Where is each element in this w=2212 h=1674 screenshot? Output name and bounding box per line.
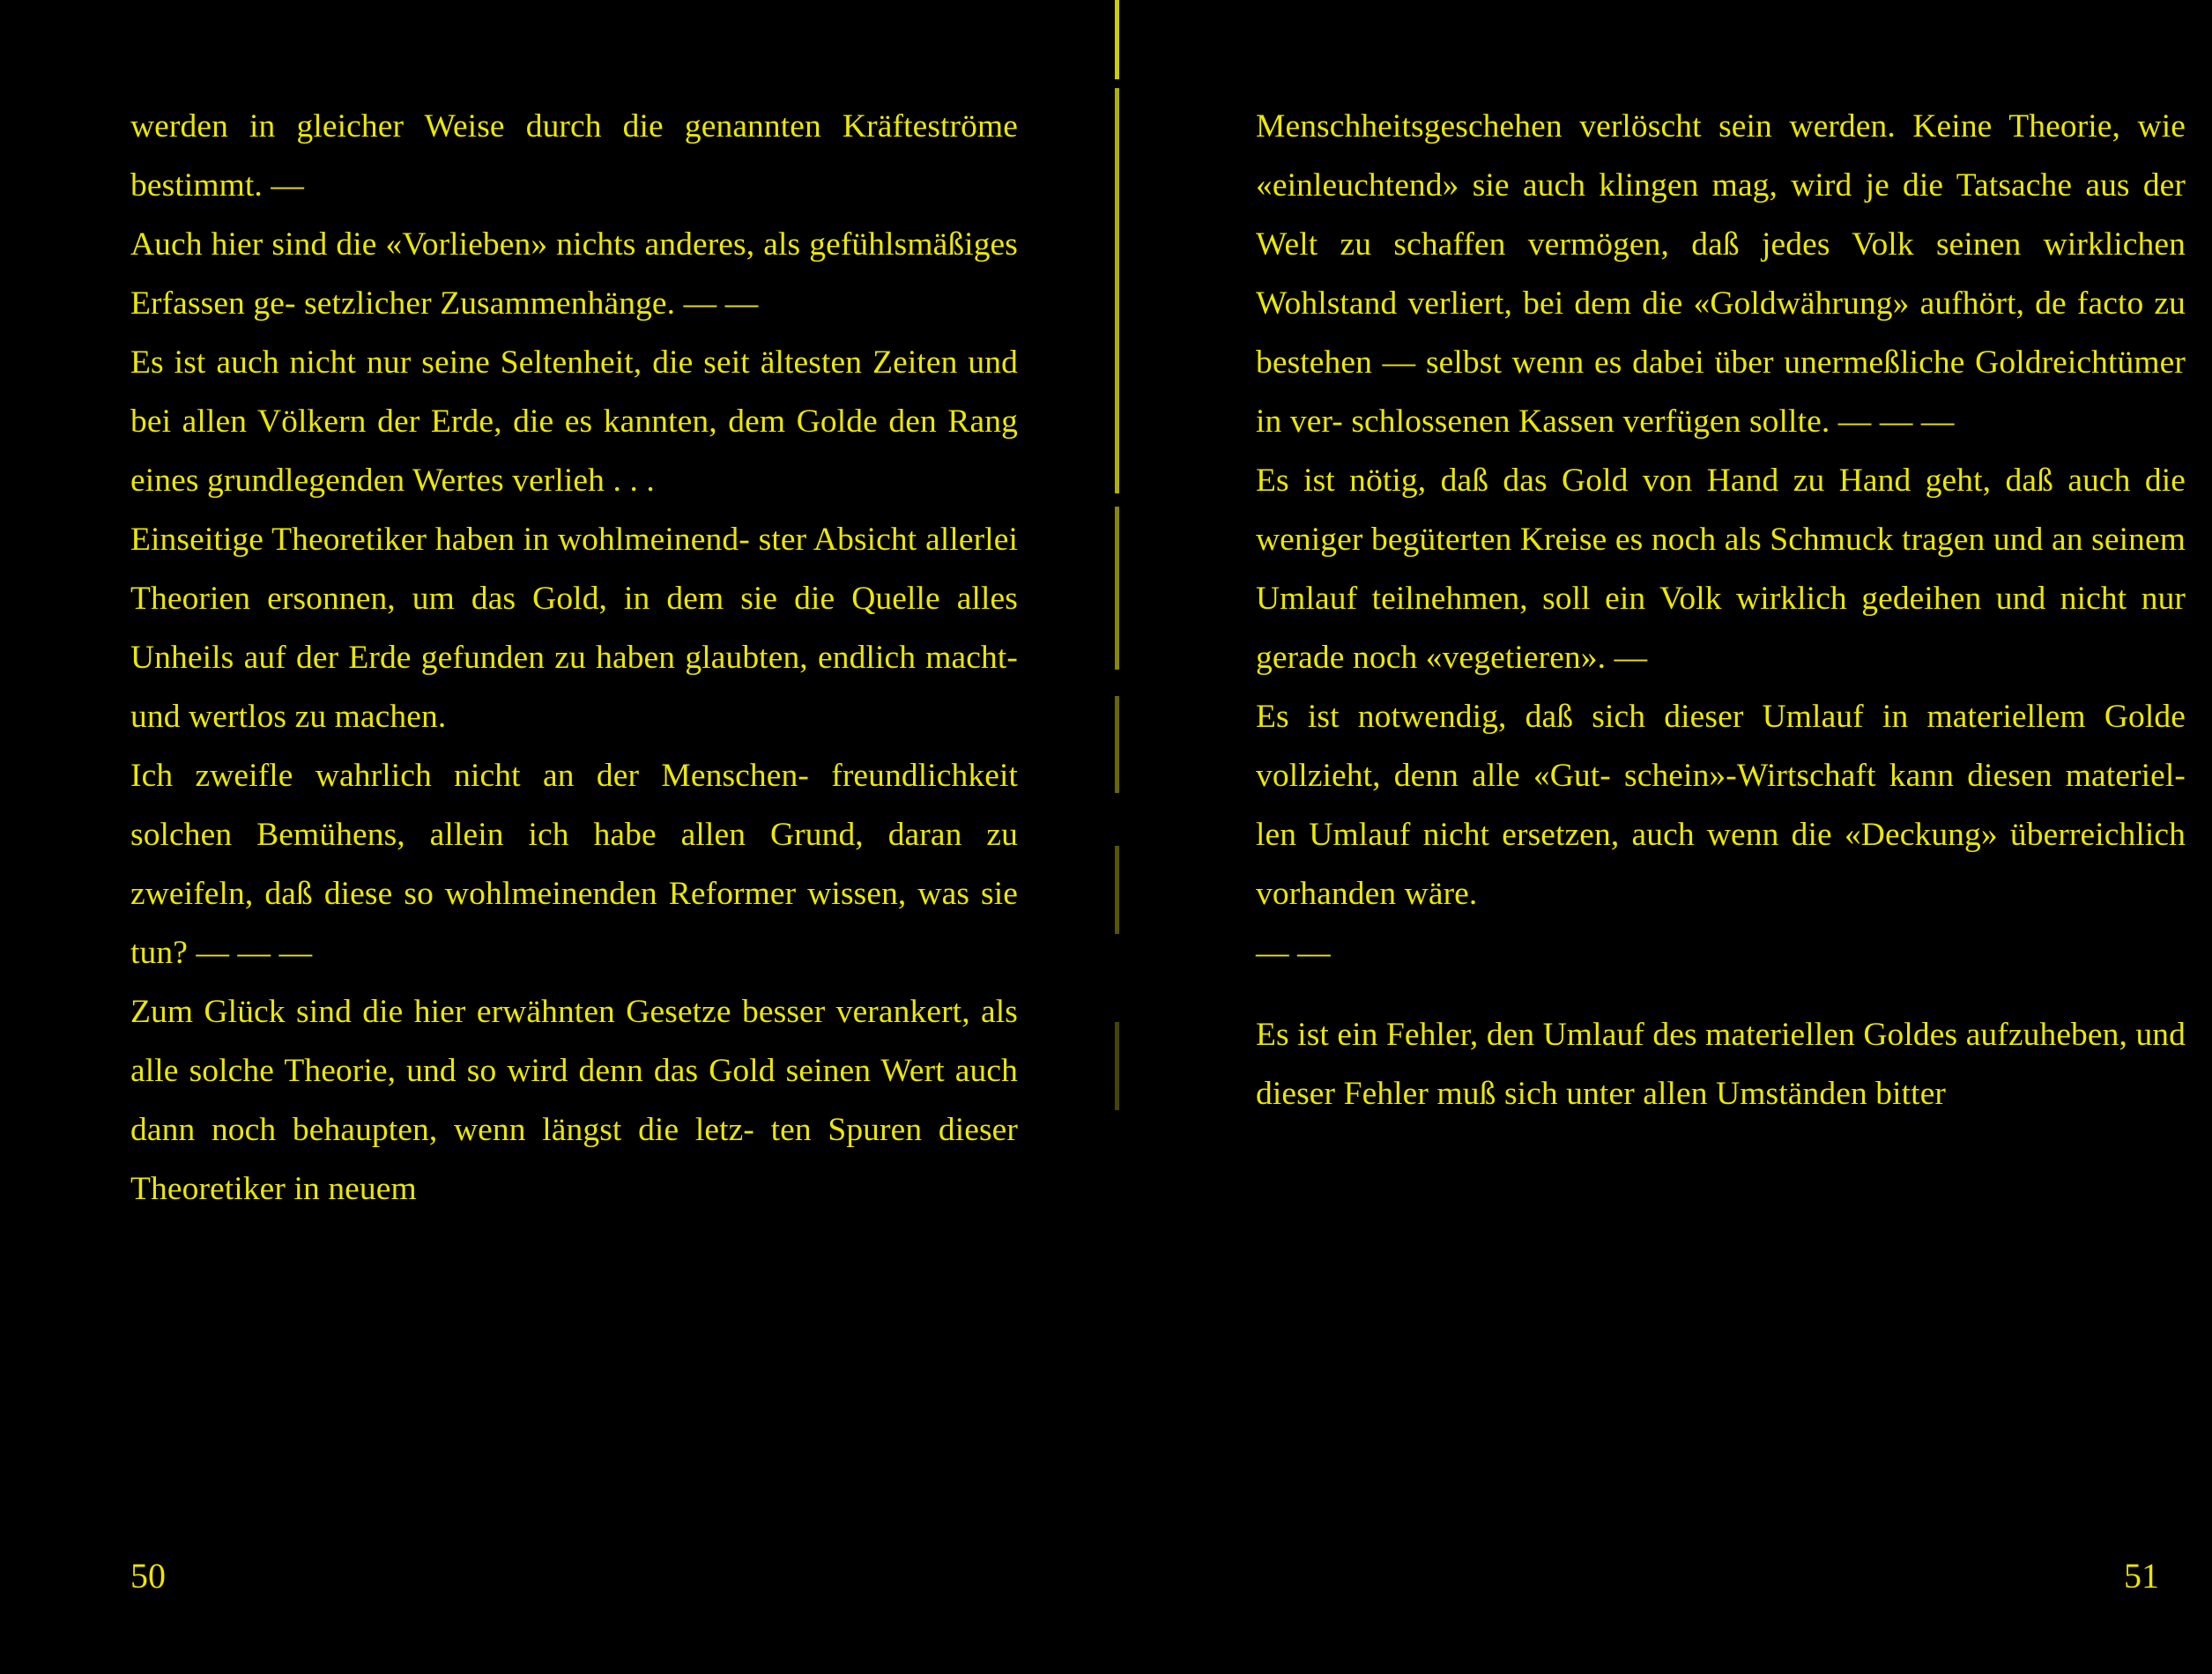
text-line: — — <box>1256 935 1331 971</box>
text-line: Es ist auch nicht nur seine Seltenheit, die seit <box>130 344 750 381</box>
paragraph <box>130 97 1018 215</box>
text-line: bei dem die «Goldwährung» aufhört, de <box>1523 285 2067 322</box>
text-line: über unermeßliche Goldreichtümer in ver- <box>1256 344 2186 440</box>
text-line: schein»-Wirtschaft kann diesen materiel- <box>1624 758 2186 794</box>
paragraph <box>1256 1005 2186 1123</box>
text-line: ster Absicht allerlei Theorien ersonnen, um <box>130 522 1018 617</box>
paragraph <box>130 510 1018 746</box>
right-page-text <box>1256 97 2186 1123</box>
paragraph <box>130 982 1018 1218</box>
text-line: habe allen Grund, daran zu zweifeln, daß diese <box>130 817 1018 912</box>
text-line: Es ist notwendig, daß sich dieser Umlauf in <box>1256 699 1909 735</box>
paragraph <box>130 333 1018 510</box>
text-line: Keine Theorie, wie «einleuchtend» sie auch <box>1256 108 2186 204</box>
text-line: Einseitige Theoretiker haben in wohlmeinend- <box>130 522 750 558</box>
paragraph <box>130 215 1018 333</box>
paragraph <box>1256 97 2186 451</box>
text-line: das Gold, in dem sie die Quelle alles Unheils <box>130 581 1018 676</box>
text-line: werden in gleicher Weise durch die genannten <box>130 108 821 144</box>
text-line: sich unter allen Umständen bitter <box>1503 1076 1947 1112</box>
right-page <box>1115 0 2212 1674</box>
text-line: Ich zweifle wahrlich nicht an der Menschen- <box>130 758 809 794</box>
text-line: besser verankert, als alle solche Theorie, <box>130 994 1018 1089</box>
left-page-text <box>130 97 1018 1218</box>
text-line: Es ist ein Fehler, den Umlauf des materiellen <box>1256 1017 1855 1053</box>
paragraph <box>1256 451 2186 687</box>
text-line: Kreise es noch als Schmuck tragen und an <box>1519 522 2083 558</box>
text-line: ten Spuren dieser Theoretiker in neuem <box>130 1112 1018 1207</box>
text-line: Auch hier sind die «Vorlieben» nichts <box>130 226 636 263</box>
text-line: Zum Glück sind die hier erwähnten Gesetze <box>130 994 731 1030</box>
text-line: Welt zu schaffen vermögen, daß jedes Volk <box>1256 226 1914 263</box>
text-line: sie tun? — — — <box>130 876 1019 971</box>
text-line: Kräfteströme bestimmt. — <box>130 108 1018 204</box>
text-line: freundlichkeit solchen Bemühens, allein ich <box>130 758 1018 853</box>
text-line: Goldes aufzuheben, und dieser Fehler muß <box>1256 1017 2186 1112</box>
text-line: noch «vegetieren». — <box>1353 640 1648 676</box>
page-number-left: 50 <box>130 1556 166 1596</box>
page-number-right: 51 <box>2124 1556 2159 1596</box>
text-line: eines grundlegenden Wertes verlieh . . . <box>130 463 655 499</box>
text-line: auf der Erde gefunden zu haben glaubten, <box>243 640 808 676</box>
text-line: seinem Umlauf teilnehmen, soll ein Volk <box>1256 522 2186 617</box>
text-line: ältesten Zeiten und bei allen Völkern der <box>130 344 1018 440</box>
text-line: wirklich gedeihen und nicht nur gerade <box>1256 581 2186 676</box>
text-line: Hand geht, daß auch die weniger begüterten <box>1256 463 2186 558</box>
text-line: schlossenen Kassen verfügen sollte. — — — <box>1351 404 1955 440</box>
text-line: materiellem Golde vollzieht, denn alle «Gut- <box>1256 699 2186 794</box>
paragraph-spacer <box>1256 982 2186 1005</box>
text-line: setzlicher Zusammenhänge. — — <box>304 285 759 322</box>
text-line: Erde, die es kannten, dem Golde den Rang <box>430 404 1018 440</box>
text-line: endlich macht- und wertlos zu machen. <box>130 640 1019 735</box>
text-line: facto zu bestehen — selbst wenn es dabei <box>1256 285 2186 381</box>
paragraph-dash <box>1256 923 2186 982</box>
text-line: und so wird denn das Gold seinen Wert auch <box>406 1053 1018 1089</box>
text-line: «Deckung» überreichlich vorhanden wäre. <box>1256 817 2186 912</box>
text-line: so wohlmeinenden Reformer wissen, was <box>404 876 970 912</box>
text-line: Es ist nötig, daß das Gold von Hand zu <box>1256 463 1825 499</box>
paragraph <box>130 746 1018 982</box>
paragraph <box>1256 687 2186 923</box>
text-line: seinen wirklichen Wohlstand verliert, <box>1256 226 2186 322</box>
text-line: klingen mag, wird je die Tatsache aus der <box>1599 167 2186 204</box>
text-line: anderes, als gefühlsmäßiges Erfassen ge- <box>130 226 1018 322</box>
text-line: len Umlauf nicht ersetzen, auch wenn die <box>1256 817 1832 853</box>
text-line: dann noch behaupten, wenn längst die letz- <box>130 1112 754 1148</box>
text-line: Menschheitsgeschehen verlöscht sein werden. <box>1256 108 1896 144</box>
